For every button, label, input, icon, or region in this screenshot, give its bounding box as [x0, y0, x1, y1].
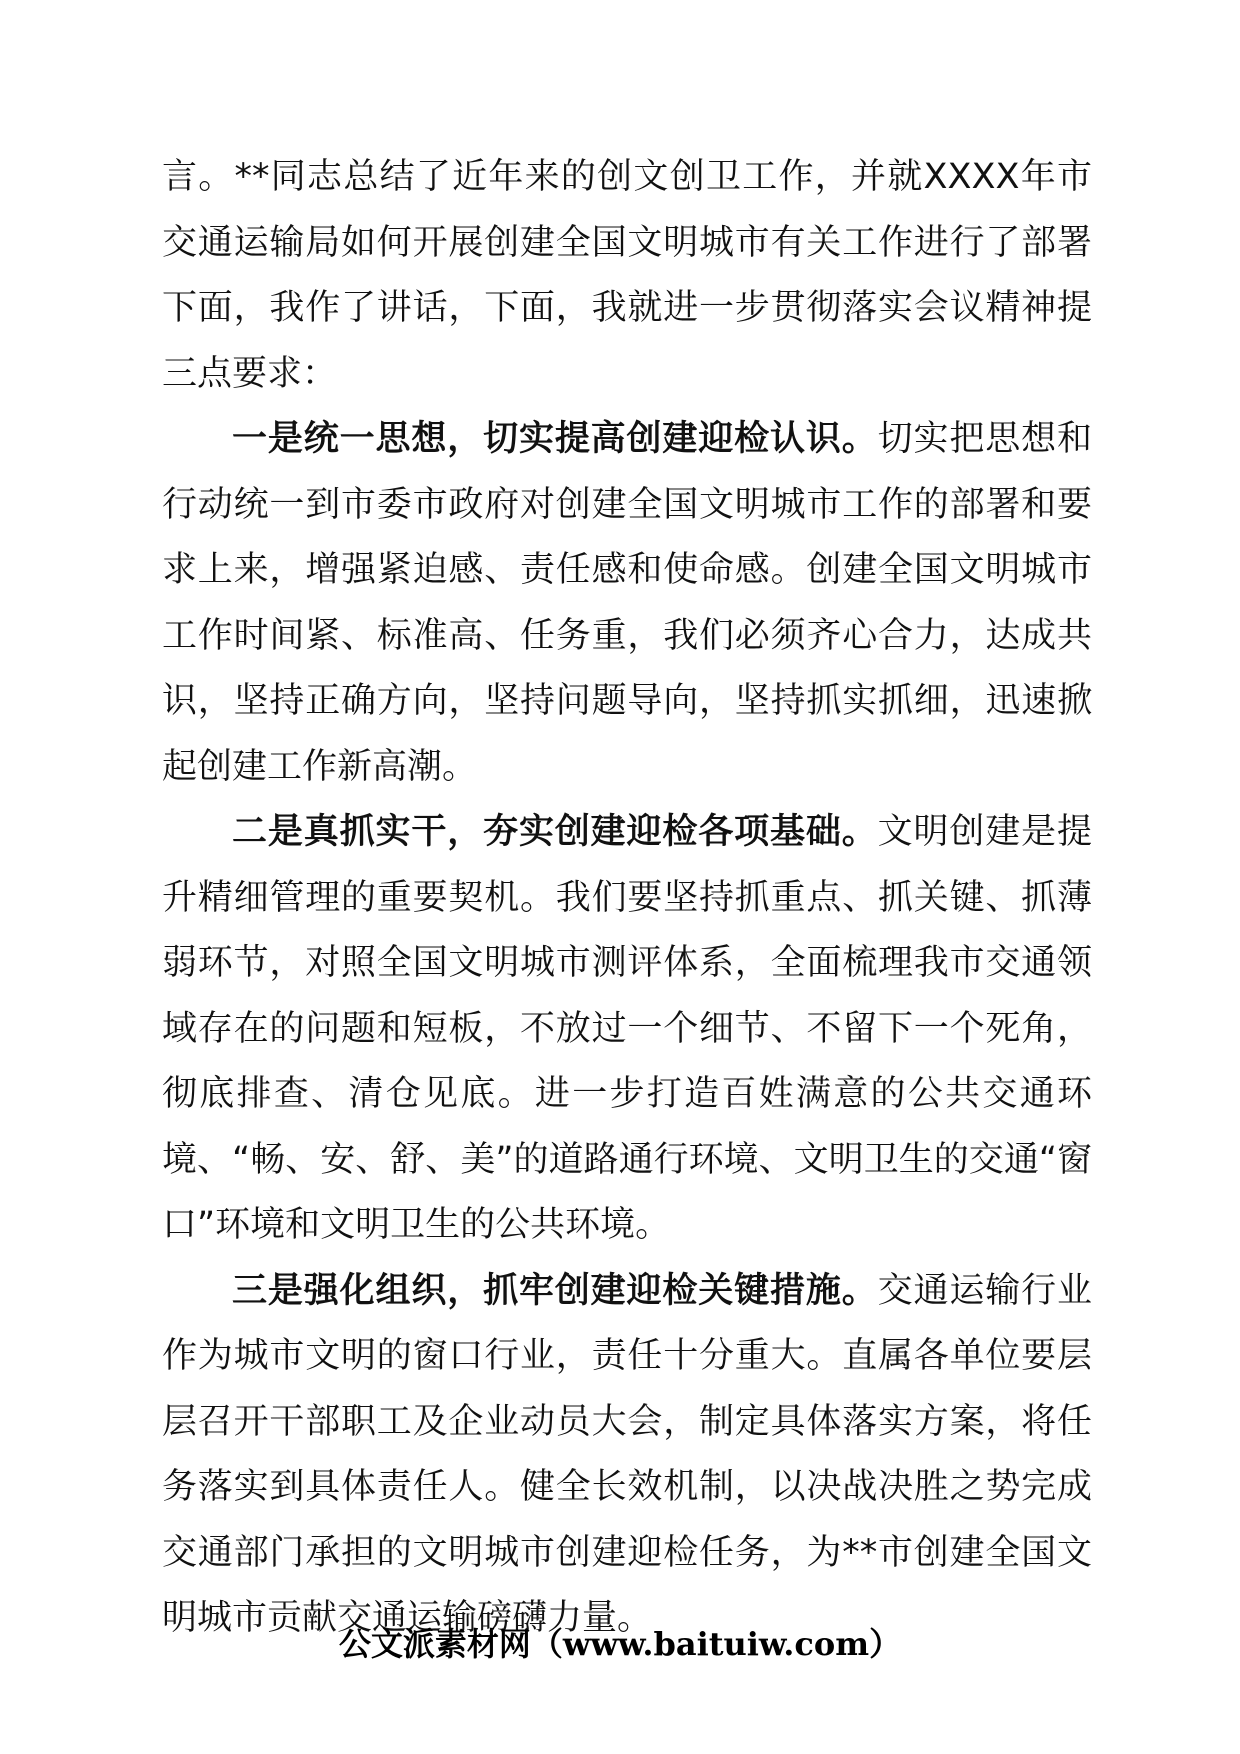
paragraph-point-one	[162, 407, 1092, 800]
paragraph-text: 交通运输行业作为城市文明的窗口行业，责任十分重大。直属各单位要层层召开干部职工及企业动员大会，制定具体落实方案，将任务落实到具体责任人。健全长效机制，以决战决胜之势完成交通部门承担的文明城市创建迎检任务，为**市创建全国文明城市贡献交通运输磅礴力量。	[162, 1270, 1092, 1638]
paragraph-heading: 一是统一思想，切实提高创建迎检认识。	[232, 419, 878, 459]
paragraph-continuation	[162, 145, 1092, 407]
paragraph-heading: 二是真抓实干，夯实创建迎检各项基础。	[232, 812, 878, 852]
document-body	[162, 145, 1092, 1652]
paragraph-text: 言。**同志总结了近年来的创文创卫工作，并就XXXX年市交通运输局如何开展创建全国文明城市有关工作进行了部署下面，我作了讲话，下面，我就进一步贯彻落实会议精神提三点要求：	[162, 157, 1092, 394]
footer-watermark: 公文派素材网（www.baituiw.com）	[338, 1625, 902, 1663]
paragraph-text: 切实把思想和行动统一到市委市政府对创建全国文明城市工作的部署和要求上来，增强紧迫感、责任感和使命感。创建全国文明城市工作时间紧、标准高、任务重，我们必须齐心合力，达成共识，坚持正确方向，坚持问题导向，坚持抓实抓细，迅速掀起创建工作新高潮。	[162, 419, 1092, 787]
paragraph-heading: 三是强化组织，抓牢创建迎检关键措施。	[232, 1270, 878, 1311]
paragraph-text: 文明创建是提升精细管理的重要契机。我们要坚持抓重点、抓关键、抓薄弱环节，对照全国文明城市测评体系，全面梳理我市交通领域存在的问题和短板，不放过一个细节、不留下一个死角，彻底排查、清仓见底。进一步打造百姓满意的公共交通环境、“畅、安、舒、美”的道路通行环境、文明卫生的交通“窗口”环境和文明卫生的公共环境。	[162, 812, 1092, 1245]
paragraph-point-two	[162, 800, 1092, 1259]
paragraph-point-three	[162, 1259, 1092, 1652]
